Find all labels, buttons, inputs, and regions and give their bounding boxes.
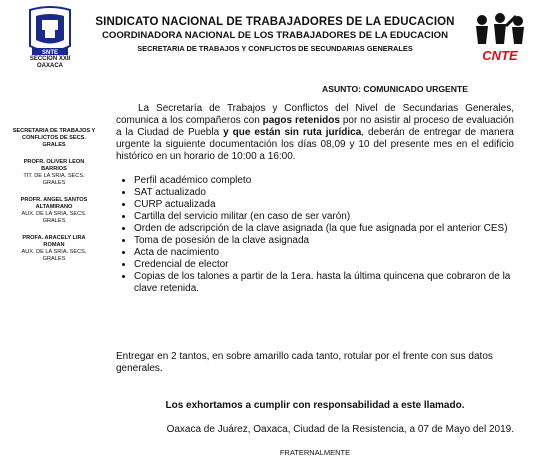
letterhead <box>90 15 460 54</box>
intro-text-3: , deberán de entregar de manera urgente la siguiente documentación los días 08,09 y 10 del presente mes en el edificio histórico en un horario de 10:00 a 16:00. <box>116 127 514 162</box>
list-item: • Copias de los talones a partir de la 1era. hasta la última quincena que cobraron de la clave retenida. <box>134 271 514 295</box>
delivery-instructions: Entregar en 2 tantos, en sobre amarillo cada tanto, rotular por el frente con sus datos generales. <box>116 351 493 374</box>
place-and-date: Oaxaca de Juárez, Oaxaca, Ciudad de la Resistencia, a 07 de Mayo del 2019. <box>166 424 514 435</box>
sidebar-signatories <box>12 128 96 273</box>
list-item: • Credencial de elector <box>134 259 514 271</box>
sidebar-name: PROFR. OLIVER LEON BARRIOS <box>23 159 85 172</box>
intro-bold-1: pagos retenidos <box>262 115 340 126</box>
list-item: • SAT actualizado <box>134 187 514 199</box>
list-item: • Cartilla del servicio militar (en caso de ser varón) <box>134 211 514 223</box>
sidebar-name: SECRETARIA DE TRABAJOS Y CONFLICTOS DE SECS. GRALES <box>12 128 96 148</box>
intro-paragraph <box>116 103 514 163</box>
snte-seal-line-2: OAXACA <box>36 63 63 69</box>
letter-body <box>116 103 514 295</box>
snte-seal-caption <box>14 56 86 70</box>
sidebar-name: PROFR. ANGEL SANTOS ALTAMIRANO <box>20 197 88 210</box>
intro-text-1: La Secretaría de Trabajos y Conflictos del Nivel de Secundarias Generales, comunica a los compañeros con <box>116 103 514 126</box>
closing: FRATERNALMENTE <box>279 448 351 457</box>
svg-text:SNTE: SNTE <box>41 50 59 56</box>
exhortation: Los exhortamos a cumplir con responsabilidad a este llamado. <box>165 400 465 411</box>
list-item: • Orden de adscripción de la clave asignada (la que fue asignada por el anterior CES) <box>134 223 514 235</box>
sidebar-block <box>12 235 96 263</box>
sidebar-role: TIT. DE LA SRIA. SECS. GRALES <box>23 173 85 186</box>
intro-bold-2: y que están sin ruta jurídica <box>223 127 362 138</box>
cnte-logo-text: CNTE <box>482 48 518 63</box>
intro-text-2: por no asistir al proceso de evaluación a la Ciudad de Puebla <box>116 115 514 138</box>
list-item: • Perfil académico completo <box>134 175 514 187</box>
header-line-3: SECRETARIA DE TRABAJOS Y CONFLICTOS DE SECUNDARIAS GENERALES <box>137 44 413 53</box>
subject-line: ASUNTO: COMUNICADO URGENTE <box>322 84 468 94</box>
sidebar-role: AUX. DE LA SRIA. SECS. GRALES <box>21 211 87 224</box>
header-line-1: SINDICATO NACIONAL DE TRABAJADORES DE LA EDUCACION <box>95 16 455 28</box>
list-item: • Acta de nacimiento <box>134 247 514 259</box>
header-line-2: COORDINADORA NACIONAL DE LOS TRABAJADORES DE LA EDUCACION <box>101 30 449 41</box>
sidebar-role: AUX. DE LA SRIA. SECS. GRALES <box>21 249 87 262</box>
list-item: • CURP actualizada <box>134 199 514 211</box>
list-item: • Toma de posesión de la clave asignada <box>134 235 514 247</box>
sidebar-block <box>12 128 96 149</box>
sidebar-name: PROFA. ARACELY LIRA ROMAN <box>22 235 86 248</box>
document-list <box>116 175 514 295</box>
sidebar-block <box>12 159 96 187</box>
snte-seal-line-1: SECCION XXII <box>29 56 71 62</box>
sidebar-block <box>12 197 96 225</box>
